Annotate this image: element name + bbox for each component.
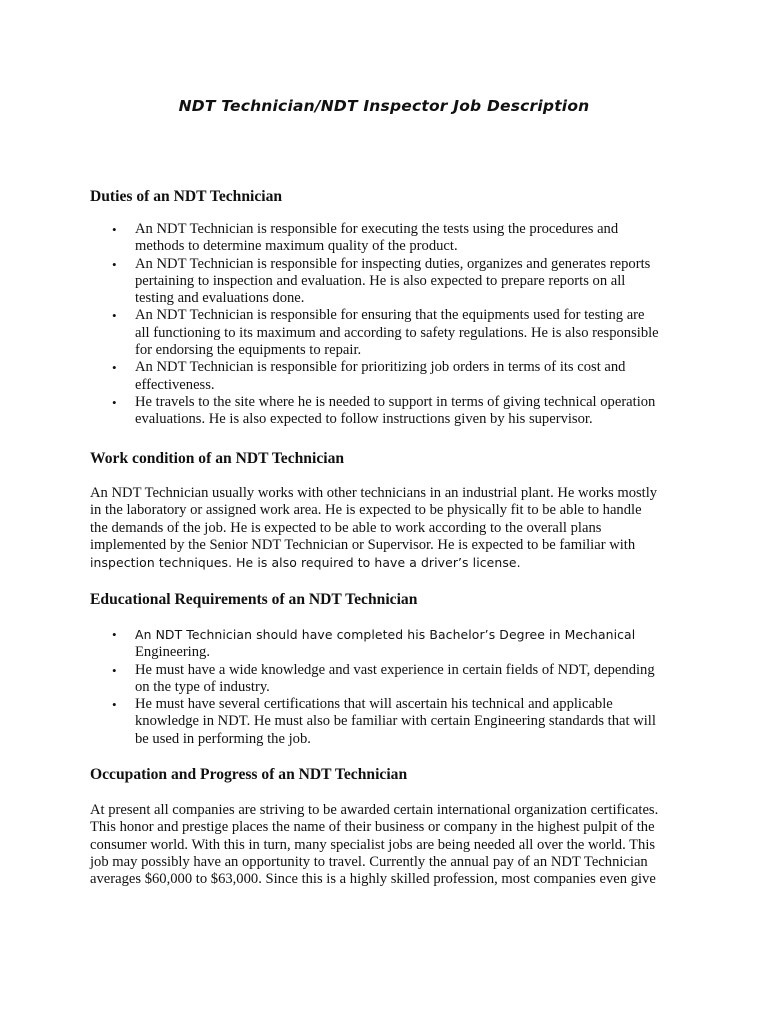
section-occupation [90, 765, 680, 888]
list-item: • An NDT Technician is responsible for executing the tests using the procedures and methods to determine maximum quality of the product. [112, 221, 619, 255]
list-item: • An NDT Technician should have completed his Bachelor’s Degree in Mechanical Engineering. [112, 627, 636, 661]
education-heading: Educational Requirements of an NDT Technician [90, 591, 418, 608]
section-duties [90, 187, 680, 429]
list-item: • He must have several certifications that will ascertain his technical and applicable knowledge in NDT. He must also be familiar with certain Engineering standards that will be used in performing the job. [112, 696, 656, 747]
section-work-condition [90, 449, 680, 572]
occupation-heading: Occupation and Progress of an NDT Technician [90, 766, 408, 783]
section-education [90, 590, 680, 748]
work-condition-paragraph: An NDT Technician usually works with other technicians in an industrial plant. He works mostly in the laboratory or assigned work area. He is expected to be physically fit to be able to handle the demands of the job. He is expected to be able to work according to the overall plans implemented by the Senior NDT Technician or Supervisor. He is expected to be familiar with inspection techniques. He is also required to have a driver’s license. [90, 485, 658, 571]
list-item: • An NDT Technician is responsible for prioritizing job orders in terms of its cost and effectiveness. [112, 359, 626, 393]
document-title: NDT Technician/NDT Inspector Job Description [178, 97, 590, 115]
occupation-paragraph: At present all companies are striving to be awarded certain international organization certificates. This honor and prestige places the name of their business or company in the highest pulpit of the consumer world. With this in turn, many specialist jobs are being needed all over the world. This job may possibly have an opportunity to travel. Currently the annual pay of an NDT Technician averages $60,000 to $63,000. Since this is a highly skilled profession, most companies even give [90, 802, 659, 888]
list-item: • He travels to the site where he is needed to support in terms of giving technical operation evaluations. He is also expected to follow instructions given by his supervisor. [112, 393, 656, 428]
education-list [90, 626, 680, 748]
list-item: • An NDT Technician is responsible for inspecting duties, organizes and generates reports pertaining to inspection and evaluation. He is also expected to prepare reports on all testing and evaluations done. [112, 255, 651, 307]
duties-list [90, 221, 680, 429]
work-condition-heading: Work condition of an NDT Technician [90, 450, 345, 467]
duties-heading: Duties of an NDT Technician [90, 188, 283, 205]
list-item: • An NDT Technician is responsible for ensuring that the equipments used for testing are all functioning to its maximum and according to safety regulations. He is also responsible for endorsing the equipments to repair. [112, 307, 659, 359]
list-item: • He must have a wide knowledge and vast experience in certain fields of NDT, depending on the type of industry. [112, 661, 655, 695]
